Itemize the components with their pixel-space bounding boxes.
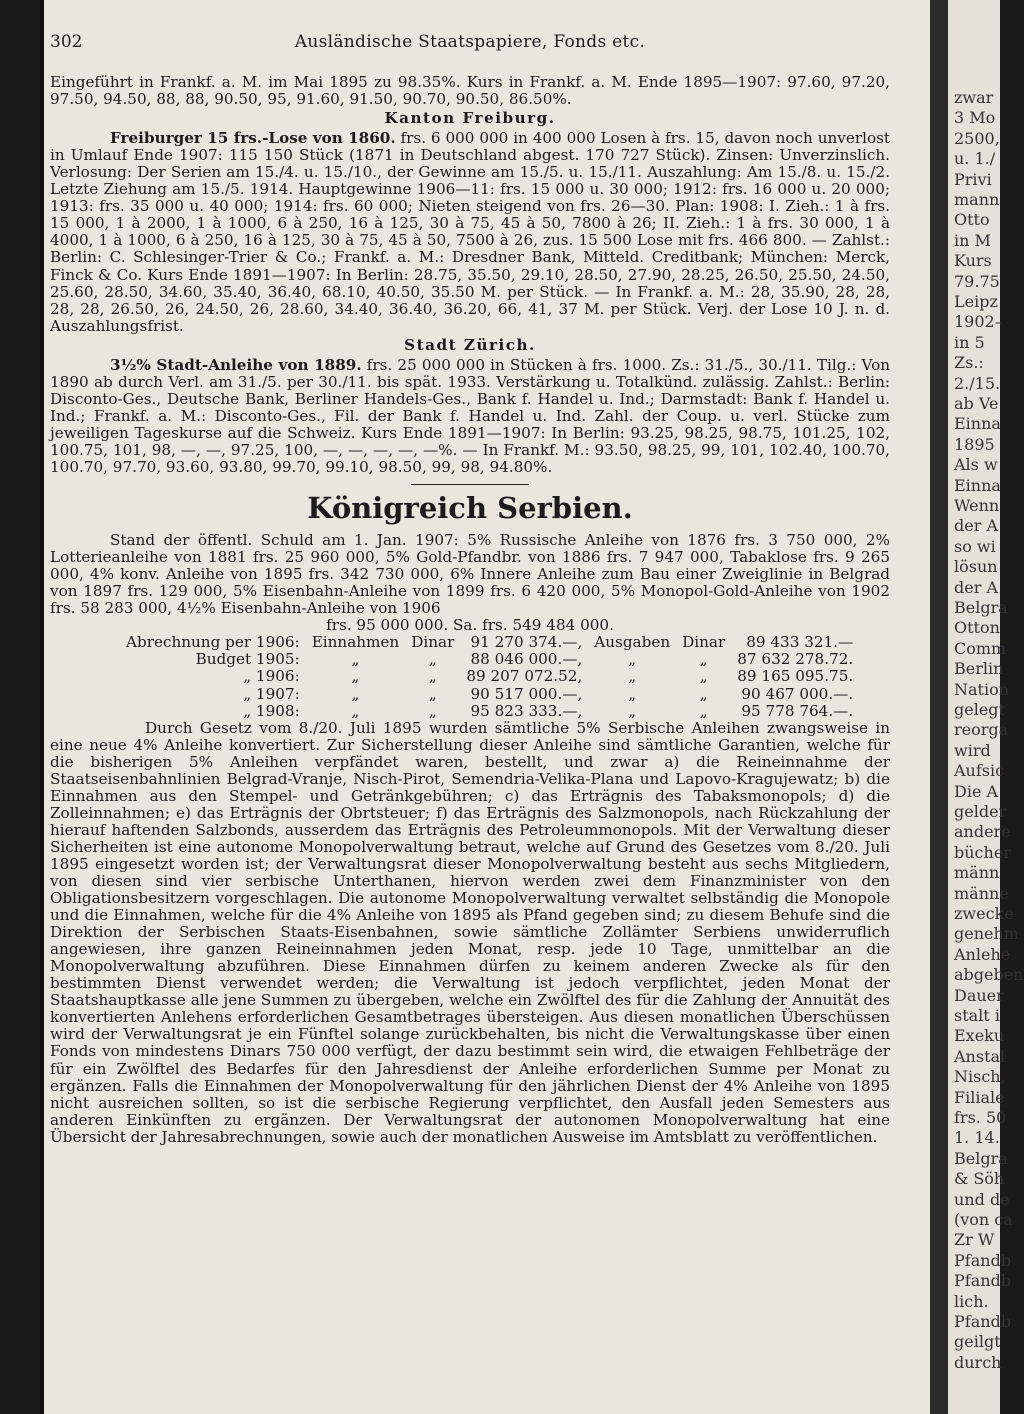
zurich-entry-text: frs. 25 000 000 in Stücken à frs. 1000. Zs.: 31./5., 30./11. Tilg.: Von 1890 ab durch Verl. am 31./5. per 30./11. bis spät. 1933. Verstärkung u. Totalkünd. zulässig. Zahlst.: Berlin: Disconto-Ges., Deutsche Bank, Berliner Handels-Ges., Bank f. Handel u. Ind.; Darmstadt: Bank f. Handel u. Ind.; Frankf. a. M.: Disconto-Ges., Fil. der Bank f. Handel u. Ind. Zahl. der Coup. u. verl. Stücke zum jeweiligen Tageskurse auf die Schweiz. Kurs Ende 1891—1907: In Berlin: 93.25, 98.25, 98.75, 101.25, 102, 100.75, 101, 98, —, —, 97.25, 100, —, —, —, —, —%. — In Frankf. M.: 93.50, 98.25, 99, 101, 102.40, 100.70, 100.70, 97.70, 93.60, 93.80, 99.70, 99.10, 98.50, 99, 98, 94.80%. [50,355,891,477]
adjacent-page-text: mann [954,190,1000,209]
adjacent-page-text: 2./15. [954,373,1001,393]
income-value: 89 207 072.52, [466,667,583,686]
adjacent-page-text: reorga [954,720,1009,740]
adjacent-page-text: ab Ve [954,394,999,413]
zurich-entry [50,357,890,476]
adjacent-page-text: Nisch, [954,1067,1006,1087]
adjacent-page-text: Zr W [954,1230,995,1250]
income-label: „ [351,684,360,703]
finance-row [120,634,859,651]
continuation-paragraph: Eingeführt in Frankf. a. M. im Mai 1895 zu 98.35%. Kurs in Frankf. a. M. Ende 1895—1907: 97.60, 97.20, 97.50, 94.50, 88, 88, 90.50, 95, 91.60, 91.50, 90.70, 90.50, 86.50%. [50,73,890,109]
expense-value: 89 165 095.75. [737,667,854,686]
finance-row [120,703,859,720]
adjacent-page-text: und de [954,1189,1010,1209]
adjacent-page-text: geilgt [954,1332,1001,1352]
serbia-law-paragraph: Durch Gesetz vom 8./20. Juli 1895 wurden sämtliche 5% Serbische Anleihen zwangsweise in eine neue 4% Anleihe konvertiert. Zur Sicherstellung dieser Anleihe sind sämtliche Garantien, welche für die bisherigen 5% Anleihen verpfändet waren, bestellt, und zwar a) die Reineinnahme der Staatseisenbahnlinien Belgrad-Vranje, Nisch-Pirot, Semendria-Velika-Plana und Lapovo-Kragujewatz; b) die Einnahmen aus den Stempel- und Getränkgebühren; c) das Erträgnis des Tabaksmonopols; d) die Zolleinnahmen; e) das Erträgnis der Obrtsteuer; f) das Erträgnis des Salzmonopols, nach Rückzahlung der hierauf haftenden Salzbonds, ausserdem das Erträgnis des Petroleummonopols. Mit der Verwaltung dieser Sicherheiten ist eine autonome Monopolverwaltung betraut, welche auf Grund des Gesetzes vom 8./20. Juli 1895 eingesetzt worden ist; der Verwaltungsrat dieser Monopolverwaltung besteht aus sechs Mitgliedern, von diesen sind vier serbische Unterthanen, hiervon werden zwei dem Finanzminister von den Obligationsbesitzern vorgeschlagen. Die autonome Monopolverwaltung verwaltet selbständig die Monopole und die Einnahmen, welche für die 4% Anleihe von 1895 als Pfand gegeben sind; zu diesem Behufe sind die Direktion der Serbischen Staats-Eisenbahnen, sowie sämtliche Zollämter Serbiens unwiderruflich angewiesen, ihre ganzen Reineinnahmen jeden Monat, resp. jede 10 Tage, unmittelbar an die Monopolverwaltung abzuführen. Diese Einnahmen dürfen zu keinem anderen Zwecke als für den bestimmten Dienst verwendet werden; die Verwaltung ist jedoch verpflichtet, jeden Monat der Staatshauptkasse alle jene Summen zu übergeben, welche ein Zwölftel des für die Zahlung der Annuität des konvertierten Anlehens erforderlichen Gesamtbetrages übersteigen. Aus diesen monatlichen Überschüssen wird der Verwaltungsrat je ein Fünftel solange zurückbehalten, bis nicht die Verwaltungskasse über einen Fonds von mindestens Dinars 750 000 verfügt, der dazu bestimmt sein wird, die etwaigen Fehlbeträge der für ein Zwölftel des Bedarfes für den Jahresdienst der Anleihe erforderlichen Summe per Monat zu ergänzen. Falls die Einnahmen der Monopolverwaltung für den jährlichen Dienst der 4% Anleihe von 1895 nicht ausreichen sollten, so ist die serbische Regierung verpflichtet, den Ausfall jeden Semesters aus anderen Einkünften zu ergänzen. Der Verwaltungsrat der autonomen Monopolverwaltung hat eine Übersicht der Jahresabrechnungen, sowie auch der monatlichen Ausweise im Amtsblatt zu veröffentlichen. [50,718,890,1146]
adjacent-page-text: bücher [954,842,1011,862]
adjacent-page-text: gelegt [954,700,1005,719]
page-content [50,74,890,1146]
country-heading-serbia: Königreich Serbien. [307,491,633,526]
income-label: „ [351,650,360,669]
expense-value: 95 778 764.—. [741,701,854,720]
income-currency: „ [428,684,437,703]
adjacent-page-text: Belgra [954,598,1008,617]
expense-currency: „ [699,701,708,720]
freiburg-entry-title: Freiburger 15 frs.-Lose von 1860. [110,129,396,148]
income-value: 90 517 000.—, [470,684,583,703]
adjacent-page-text: (von ca [954,1210,1013,1229]
expense-value: 90 467 000.—. [741,684,854,703]
adjacent-page-text: Zs.: [954,353,984,373]
adjacent-page-text: Filiale [954,1087,1005,1107]
expense-label: „ [628,650,637,669]
finance-table [120,634,859,719]
adjacent-page-text: in M [954,230,991,250]
finance-row [120,668,859,685]
adjacent-page-text: Wenn [954,496,1000,515]
adjacent-page-text: der A [954,516,998,536]
income-value: 88 046 000.—, [470,650,583,669]
expense-label: „ [628,667,637,686]
expense-value: 87 632 278.72. [737,650,854,669]
adjacent-page-text: 2500, [954,128,1000,148]
adjacent-page-text: andere [954,822,1011,842]
adjacent-page-text: wird [954,740,991,760]
finance-row-label: Abrechnung per 1906: [126,633,300,652]
income-currency: „ [428,701,437,720]
adjacent-page-text: stalt i [954,1006,1000,1025]
zurich-entry-title: 3½% Stadt-Anleihe von 1889. [110,355,362,374]
income-value: 91 270 374.—, [470,633,583,652]
adjacent-page-text: Anlehe [954,944,1011,964]
adjacent-page-text: Exeku [954,1026,1005,1046]
expense-currency: „ [699,684,708,703]
adjacent-page-text: Einna [954,414,1001,434]
adjacent-page-text: Pfandb [954,1250,1012,1270]
adjacent-page-text: durch [954,1352,1002,1372]
adjacent-page-text: Leipz [954,292,998,311]
section-heading-zurich: Stadt Zürich. [404,335,536,354]
adjacent-page-text: Kurs [954,251,992,271]
expense-label: „ [628,701,637,720]
adjacent-page-text: der A [954,577,998,597]
section-heading-freiburg: Kanton Freiburg. [384,109,556,128]
adjacent-page-text: 1902– [954,312,1003,332]
adjacent-page-text: Als w [954,455,998,475]
serbia-debt-paragraph: Stand der öffentl. Schuld am 1. Jan. 1907: 5% Russische Anleihe von 1876 frs. 3 750 000, 2% Lotterieanleihe von 1881 frs. 25 960 000, 5% Gold-Pfandbr. von 1886 frs. 7 947 000, Tabaklose frs. 9 265 000, 4% konv. Anleihe von 1895 frs. 342 730 000, 6% Innere Anleihe zum Bau einer Zweiglinie in Belgrad von 1897 frs. 129 000, 5% Eisenbahn-Anleihe von 1899 frs. 6 420 000, 5% Monopol-Gold-Anleihe von 1902 frs. 58 283 000, 4½% Eisenbahn-Anleihe von 1906 [50,531,890,618]
adjacent-page-text: Pfandb [954,1312,1012,1331]
page-number: 302 [50,32,83,52]
adjacent-page-text: 3 Mo [954,108,996,128]
finance-row-label: „ 1908: [243,701,300,720]
adjacent-page-text: Einna [954,475,1001,495]
adjacent-page-text: Otto [954,210,990,230]
income-currency: „ [428,667,437,686]
income-value: 95 823 333.—, [470,701,583,720]
adjacent-page-text: zwar [954,88,994,107]
adjacent-page-text: lich. [954,1291,989,1311]
adjacent-page-text: Pfandb [954,1271,1012,1291]
adjacent-page-text: 1. 14. [954,1128,1000,1148]
adjacent-page-text: Anstal [954,1046,1006,1066]
adjacent-page-text: Privi [954,169,992,189]
finance-row [120,686,859,703]
page-header [50,32,890,56]
adjacent-page-text: Otton [954,618,1000,638]
adjacent-page-text: Berlin [954,659,1004,679]
adjacent-page-text: Die A [954,781,999,801]
adjacent-page-text: zwecke [954,904,1014,923]
adjacent-page-text: abgeben [954,965,1024,985]
income-label: Einnahmen [311,633,400,652]
finance-row-label: „ 1907: [243,684,300,703]
adjacent-page-text: Aufsic [954,761,1005,781]
adjacent-page-text: männe [954,883,1009,903]
adjacent-page-text: lösun [954,557,998,577]
adjacent-page-text: männ [954,863,1000,883]
finance-row [120,651,859,668]
expense-label: Ausgaben [594,633,671,652]
running-title: Ausländische Staatspapiere, Fonds etc. [294,32,646,52]
adjacent-page-text: Belgra [954,1148,1008,1168]
finance-row-label: Budget 1905: [195,650,300,669]
serbia-debt-total: frs. 95 000 000. Sa. frs. 549 484 000. [326,616,614,635]
adjacent-page-text: Dauer [954,985,1004,1005]
expense-currency: „ [699,650,708,669]
income-label: „ [351,667,360,686]
finance-row-label: „ 1906: [243,667,300,686]
adjacent-page-text: Nation [954,679,1010,699]
adjacent-page-fragment [948,0,1024,1414]
freiburg-entry-text: frs. 6 000 000 in 400 000 Losen à frs. 15, davon noch unverlost in Umlauf Ende 1907: 115 150 Stück (1871 in Deutschland abgest. 170 727 Stück). Zinsen: Unverzinslich. Verlosung: Der Serien am 15./4. u. 15./10., der Gewinne am 15./5. u. 15./11. Auszahlung: Am 15./8. u. 15./2. Letzte Ziehung am 15./5. 1914. Hauptgewinne 1906—11: frs. 15 000 u. 30 000; 1912: frs. 16 000 u. 20 000; 1913: frs. 35 000 u. 40 000; 1914: frs. 60 000; Nieten steigend von frs. 26—30. Plan: 1908: I. Zieh.: 1 à frs. 15 000, 1 à 2000, 1 à 1000, 6 à 250, 16 à 125, 30 à 75, 45 à 50, 7800 à 26; II. Zieh.: 1 à frs. 30 000, 1 à 4000, 1 à 1000, 6 à 250, 16 à 125, 30 à 75, 45 à 50, 7500 à 26, zus. 15 500 Lose mit frs. 466 800. — Zahlst.: Berlin: C. Schlesinger-Trier & Co.; Frankf. a. M.: Dresdner Bank, Mitteld. Creditbank; München: Merck, Finck & Co. Kurs Ende 1891—1907: In Berlin: 28.75, 35.50, 29.10, 28.50, 27.90, 28.25, 26.50, 25.50, 24.50, 25.60, 28.50, 34.60, 35.40, 36.40, 68.10, 40.50, 35.50 M. per Stück. — In Frankf. a. M.: 28, 35.90, 28, 28, 28, 28, 26.50, 26, 24.50, 26, 28.60, 34.40, 36.40, 36.20, 66, 41, 37 M. per Stück. Verj. der Lose 10 J. n. d. Auszahlungsfrist. [50,129,891,335]
adjacent-page-text: so wi [954,536,996,556]
freiburg-entry [50,130,890,335]
section-divider [411,484,529,485]
expense-currency: „ [699,667,708,686]
expense-value: 89 433 321.— [746,633,854,652]
adjacent-page-text: u. 1./ [954,149,996,169]
adjacent-page-text: frs. 50 [954,1108,1007,1127]
adjacent-page-text: gelder [954,802,1007,821]
page-gutter [930,0,948,1414]
income-currency: Dinar [411,633,455,652]
income-label: „ [351,701,360,720]
adjacent-page-text: Comm [954,638,1007,658]
income-currency: „ [428,650,437,669]
adjacent-page-text: 79.75 [954,271,1000,291]
adjacent-page-text: in 5 [954,332,985,352]
expense-label: „ [628,684,637,703]
adjacent-page-text: & Söh [954,1169,1005,1189]
expense-currency: Dinar [682,633,726,652]
adjacent-page-text: genehm [954,924,1019,944]
adjacent-page-text: 1895 [954,434,995,454]
